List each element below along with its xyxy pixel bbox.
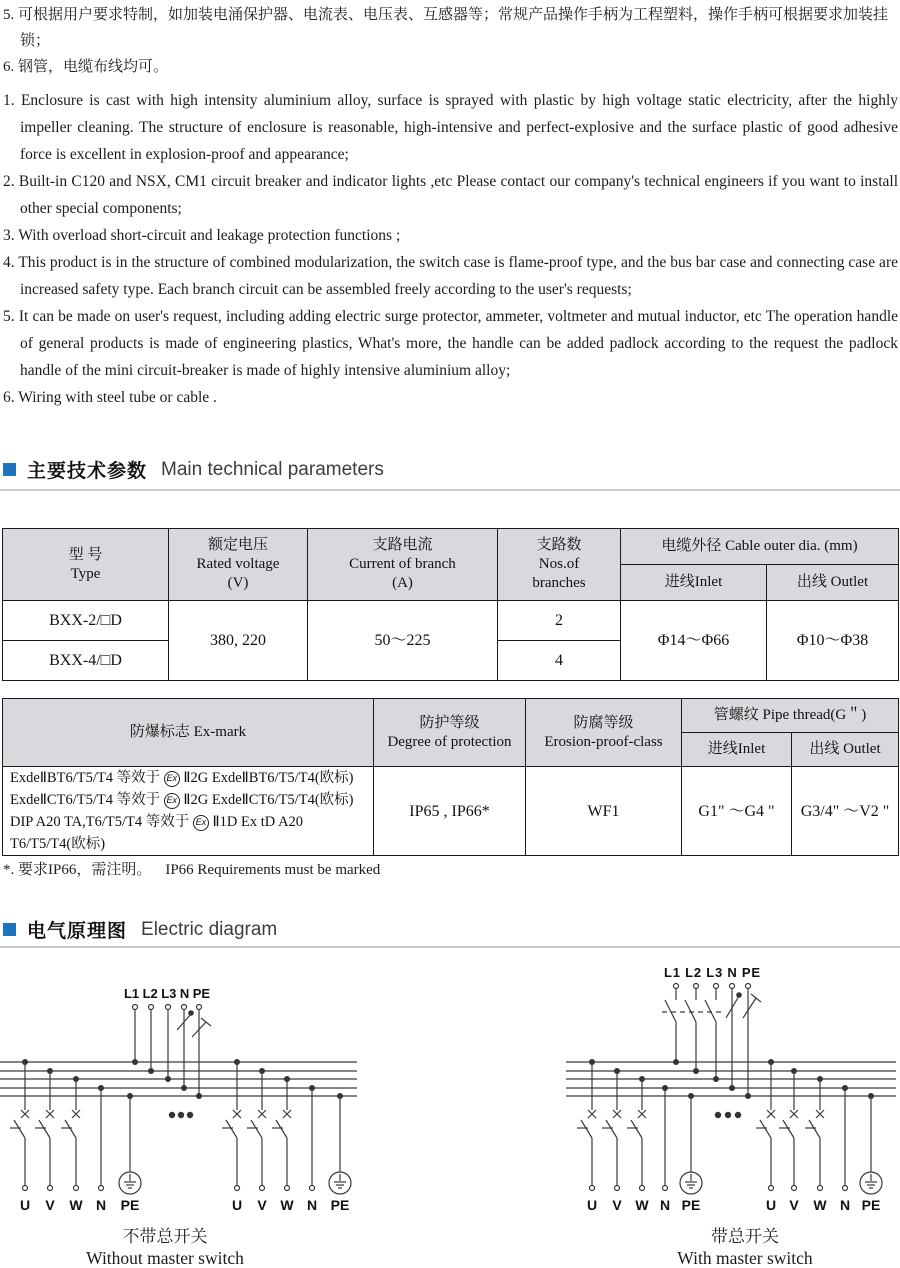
label-n: N (659, 1197, 671, 1213)
atex-ex-icon: Ex (193, 815, 209, 831)
cell-branches-2: 4 (498, 641, 621, 681)
note-en-1 (3, 87, 898, 168)
atex-ex-icon: Ex (164, 771, 180, 787)
label-v: V (45, 1197, 55, 1213)
output-labels (766, 1197, 880, 1213)
note-number: 5. (3, 308, 15, 325)
header-en: Erosion-proof-class (544, 733, 663, 750)
exmark-text: ExdeⅡCT6/T5/T4 等效于 (10, 792, 164, 808)
label-u: U (765, 1197, 777, 1213)
header-en: branches (532, 575, 586, 591)
bus-bars (566, 1062, 896, 1096)
ip66-footnote (3, 858, 380, 879)
section-title-zh: 主要技术参数 (27, 461, 148, 482)
note-en-3 (3, 222, 898, 249)
label-w: W (635, 1197, 649, 1213)
breaker-pole (602, 1071, 621, 1191)
cell-exmark (3, 767, 374, 856)
breaker-pole (222, 1062, 241, 1191)
col-header-inlet: 进线Inlet (621, 565, 767, 601)
exmark-text: DIP A20 TA,T6/T5/T4 等效于 (10, 814, 193, 830)
col-header-cable-dia: 电缆外径 Cable outer dia. (mm) (621, 529, 899, 565)
footnote-en: IP66 Requirements must be marked (165, 862, 381, 878)
header-unit: (V) (227, 575, 249, 591)
cell-protection: IP65 , IP66* (374, 767, 526, 856)
label-n: N (95, 1197, 107, 1213)
section-bullet-icon (3, 463, 16, 476)
neutral-pe-link-marks (177, 1010, 211, 1037)
earth-ground-icon (860, 1096, 882, 1194)
label-pe: PE (861, 1197, 881, 1213)
col-header-erosion (526, 699, 682, 767)
exmark-text: Ⅱ2G ExdeⅡCT6/T5/T4(欧标) (179, 792, 354, 808)
note-number: 6. (3, 59, 15, 75)
exmark-text: Ⅱ1D Ex tD A20 T6/T5/T4(欧标) (10, 814, 304, 852)
label-pe: PE (681, 1197, 701, 1213)
note-text: Enclosure is cast with high intensity aluminium alloy, surface is sprayed with plastic by high voltage static electricity, after the highly impeller cleaning. The structure of enclosure is reasonable, high-intensive and perfect-explosive and the surface plastic of good adhesive force is excellent in explosion-proof and appearance; (20, 92, 899, 163)
parameters-table (2, 528, 899, 681)
header-unit: (A) (392, 575, 413, 591)
note-text: Built-in C120 and NSX, CM1 circuit breaker and indicator lights ,etc Please contact our company's technical engineers if you want to install other special components; (18, 173, 898, 217)
note-text: 钢管，电缆布线均可。 (18, 59, 169, 75)
diagram-without-master-switch (0, 986, 357, 1213)
cell-outlet: Φ10～Φ38 (767, 601, 899, 681)
neutral-line (843, 1088, 848, 1191)
cell-current: 50～225 (308, 601, 498, 681)
header-en: Nos.of (538, 556, 580, 572)
exmark-text: ExdeⅡBT6/T5/T4 等效于 (10, 770, 164, 786)
note-number: 6. (3, 389, 15, 406)
branch-circuit (10, 1059, 141, 1213)
footnote-zh: *. 要求IP66，需注明。 (3, 862, 152, 878)
exmark-line-1 (10, 767, 371, 789)
note-zh-6 (3, 54, 898, 80)
cell-inlet: Φ14～Φ66 (621, 601, 767, 681)
section-title-zh: 电气原理图 (27, 921, 128, 942)
header-zh: 额定电压 (207, 537, 268, 553)
section-header-diagram (3, 916, 277, 943)
col-header-inlet: 进线Inlet (682, 733, 792, 767)
label-u: U (586, 1197, 598, 1213)
incoming-labels: L1 L2 L3 N PE (664, 965, 760, 980)
cell-pipe-outlet: G3/4" ～V2 " (792, 767, 899, 856)
cell-type-1: BXX-2/□D (3, 601, 169, 641)
caption-zh: 不带总开关 (122, 1227, 208, 1246)
header-en: Type (70, 565, 101, 582)
english-notes (3, 87, 898, 411)
branch-circuit (222, 1059, 351, 1213)
caption-en: With master switch (677, 1248, 813, 1268)
breaker-pole (10, 1062, 29, 1191)
cell-branches-1: 2 (498, 601, 621, 641)
caption-without-master-switch (55, 1226, 275, 1268)
label-u: U (231, 1197, 243, 1213)
cell-type-2: BXX-4/□D (3, 641, 169, 681)
neutral-pe-link-marks (726, 992, 761, 1018)
header-en: Rated voltage (196, 556, 280, 572)
continuation-dots (169, 1112, 193, 1118)
header-zh: 支路电流 (372, 537, 433, 553)
note-text: Wiring with steel tube or cable . (18, 389, 217, 406)
neutral-line (99, 1088, 104, 1191)
diagram-with-master-switch (566, 965, 896, 1213)
header-en: Current of branch (349, 556, 456, 572)
header-en: Degree of protection (387, 733, 512, 750)
output-labels (232, 1197, 349, 1213)
label-v: V (612, 1197, 622, 1213)
output-labels (20, 1197, 139, 1213)
col-header-current (308, 529, 498, 601)
note-number: 2. (3, 173, 15, 190)
electric-diagram-canvas (0, 952, 900, 1220)
master-switch (662, 989, 724, 1023)
section-divider (0, 489, 900, 491)
label-w: W (280, 1197, 294, 1213)
breaker-pole (247, 1071, 266, 1191)
cell-erosion: WF1 (526, 767, 682, 856)
note-number: 3. (3, 227, 15, 244)
earth-ground-icon (329, 1096, 351, 1194)
col-header-voltage (169, 529, 308, 601)
label-pe: PE (330, 1197, 350, 1213)
exmark-line-2 (10, 789, 371, 811)
label-v: V (789, 1197, 799, 1213)
earth-ground-icon (680, 1096, 702, 1194)
col-header-outlet: 出线 Outlet (792, 733, 899, 767)
exmark-line-3 (10, 811, 371, 855)
section-title-en: Electric diagram (141, 918, 278, 940)
label-n: N (306, 1197, 318, 1213)
branch-circuit (577, 1059, 702, 1213)
note-number: 5. (3, 7, 15, 23)
exmark-text: Ⅱ2G ExdeⅡBT6/T5/T4(欧标) (179, 770, 354, 786)
note-text: 可根据用户要求特制，如加装电涌保护器、电流表、电压表、互感器等；常规产品操作手柄为工程塑料，操作手柄可根据要求加装挂锁； (18, 7, 889, 49)
label-u: U (19, 1197, 31, 1213)
caption-with-master-switch (635, 1226, 855, 1268)
note-zh-5 (3, 2, 898, 54)
note-number: 1. (3, 92, 15, 109)
header-zh: 防护等级 (419, 714, 480, 731)
label-v: V (257, 1197, 267, 1213)
breaker-pole (756, 1062, 775, 1191)
col-header-pipe-thread: 管螺纹 Pipe thread(G＂) (682, 699, 899, 733)
branch-circuit (756, 1059, 882, 1213)
chinese-notes (3, 2, 898, 80)
note-text: It can be made on user's request, including adding electric surge protector, ammeter, voltmeter and mutual inductor, etc The operation handle of general products is made of engineering plastics, What's more, the handle can be added padlock according to the request the padlock handle of the mini circuit-breaker is made of highly intensive aluminium alloy; (18, 308, 899, 379)
note-text: With overload short-circuit and leakage protection functions ; (18, 227, 401, 244)
neutral-line (310, 1088, 315, 1191)
note-en-5 (3, 303, 898, 384)
section-title-en: Main technical parameters (161, 458, 384, 480)
breaker-pole (35, 1071, 54, 1191)
header-zh: 支路数 (536, 537, 582, 553)
col-header-exmark: 防爆标志 Ex-mark (3, 699, 374, 767)
note-text: This product is in the structure of combined modularization, the switch case is flame-proof type, and the bus bar case and connecting case are increased safety type. Each branch circuit can be assembled freely according to the user's requests; (18, 254, 898, 298)
col-header-branches (498, 529, 621, 601)
header-zh: 防腐等级 (573, 714, 634, 731)
incoming-feeder (124, 986, 211, 1099)
breaker-pole (577, 1062, 596, 1191)
label-pe: PE (120, 1197, 140, 1213)
neutral-line (663, 1088, 668, 1191)
note-en-2 (3, 168, 898, 222)
breaker-pole (779, 1071, 798, 1191)
col-header-type (3, 529, 169, 601)
cell-voltage: 380, 220 (169, 601, 308, 681)
section-divider (0, 946, 900, 948)
note-en-4 (3, 249, 898, 303)
label-w: W (813, 1197, 827, 1213)
incoming-labels: L1 L2 L3 N PE (124, 986, 210, 1001)
continuation-dots (715, 1112, 741, 1118)
section-header-parameters (3, 456, 384, 483)
bus-bars (0, 1062, 357, 1096)
caption-zh: 带总开关 (711, 1227, 779, 1246)
col-header-protection (374, 699, 526, 767)
note-number: 4. (3, 254, 15, 271)
caption-en: Without master switch (86, 1248, 244, 1268)
earth-ground-icon (119, 1096, 141, 1194)
label-n: N (839, 1197, 851, 1213)
output-labels (587, 1197, 700, 1213)
note-en-6 (3, 384, 898, 411)
col-header-outlet: 出线 Outlet (767, 565, 899, 601)
header-zh: 型 号 (68, 546, 103, 563)
cell-pipe-inlet: G1" ～G4 " (682, 767, 792, 856)
ex-mark-table (2, 698, 899, 856)
section-bullet-icon (3, 923, 16, 936)
label-w: W (69, 1197, 83, 1213)
atex-ex-icon: Ex (164, 793, 180, 809)
